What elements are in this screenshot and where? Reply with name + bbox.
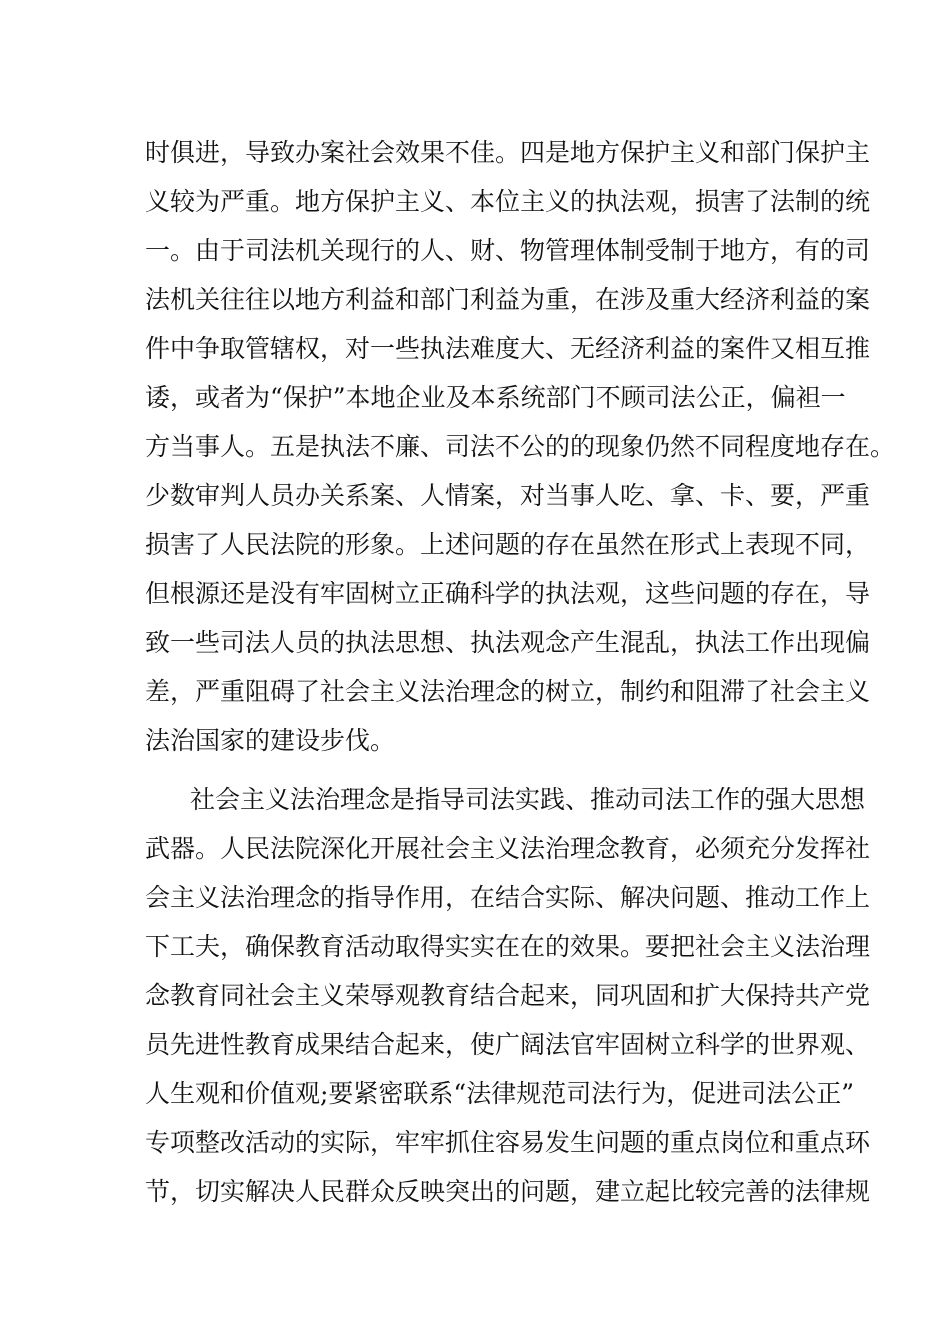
text-line: 诿，或者为“保护”本地企业及本系统部门不顾司法公正，偏袒一 [145, 383, 846, 412]
text-line: 一。由于司法机关现行的人、财、物管理体制受制于地方，有的司 [145, 236, 871, 265]
text-line: 少数审判人员办关系案、人情案，对当事人吃、拿、卡、要，严重 [145, 481, 871, 510]
text-line: 差，严重阻碍了社会主义法治理念的树立，制约和阻滞了社会主义 [145, 677, 871, 706]
text-line: 专项整改活动的实际，牢牢抓住容易发生问题的重点岗位和重点环 [145, 1128, 871, 1157]
text-line: 节，切实解决人民群众反映突出的问题，建立起比较完善的法律规 [145, 1177, 871, 1206]
text-line: 社会主义法治理念是指导司法实践、推动司法工作的强大思想 [190, 785, 866, 814]
text-line: 方当事人。五是执法不廉、司法不公的的现象仍然不同程度地存在。 [145, 432, 896, 461]
text-line: 员先进性教育成果结合起来，使广阔法官牢固树立科学的世界观、 [145, 1030, 871, 1059]
text-line: 法治国家的建设步伐。 [145, 726, 396, 755]
text-line: 法机关往往以地方利益和部门利益为重，在涉及重大经济利益的案 [145, 285, 871, 314]
text-line: 损害了人民法院的形象。上述问题的存在虽然在形式上表现不同， [145, 530, 871, 559]
text-line: 但根源还是没有牢固树立正确科学的执法观，这些问题的存在，导 [145, 579, 871, 608]
text-line: 时俱进，导致办案社会效果不佳。四是地方保护主义和部门保护主 [145, 138, 871, 167]
text-line: 义较为严重。地方保护主义、本位主义的执法观，损害了法制的统 [145, 187, 871, 216]
text-line: 致一些司法人员的执法思想、执法观念产生混乱，执法工作出现偏 [145, 628, 871, 657]
text-line: 会主义法治理念的指导作用，在结合实际、解决问题、推动工作上 [145, 883, 871, 912]
text-line: 件中争取管辖权，对一些执法难度大、无经济利益的案件又相互推 [145, 334, 871, 363]
text-line: 人生观和价值观;要紧密联系“法律规范司法行为，促进司法公正” [145, 1079, 854, 1108]
text-line: 下工夫，确保教育活动取得实实在在的效果。要把社会主义法治理 [145, 932, 871, 961]
text-line: 武器。人民法院深化开展社会主义法治理念教育，必须充分发挥社 [145, 834, 871, 863]
text-line: 念教育同社会主义荣辱观教育结合起来，同巩固和扩大保持共产党 [145, 981, 871, 1010]
